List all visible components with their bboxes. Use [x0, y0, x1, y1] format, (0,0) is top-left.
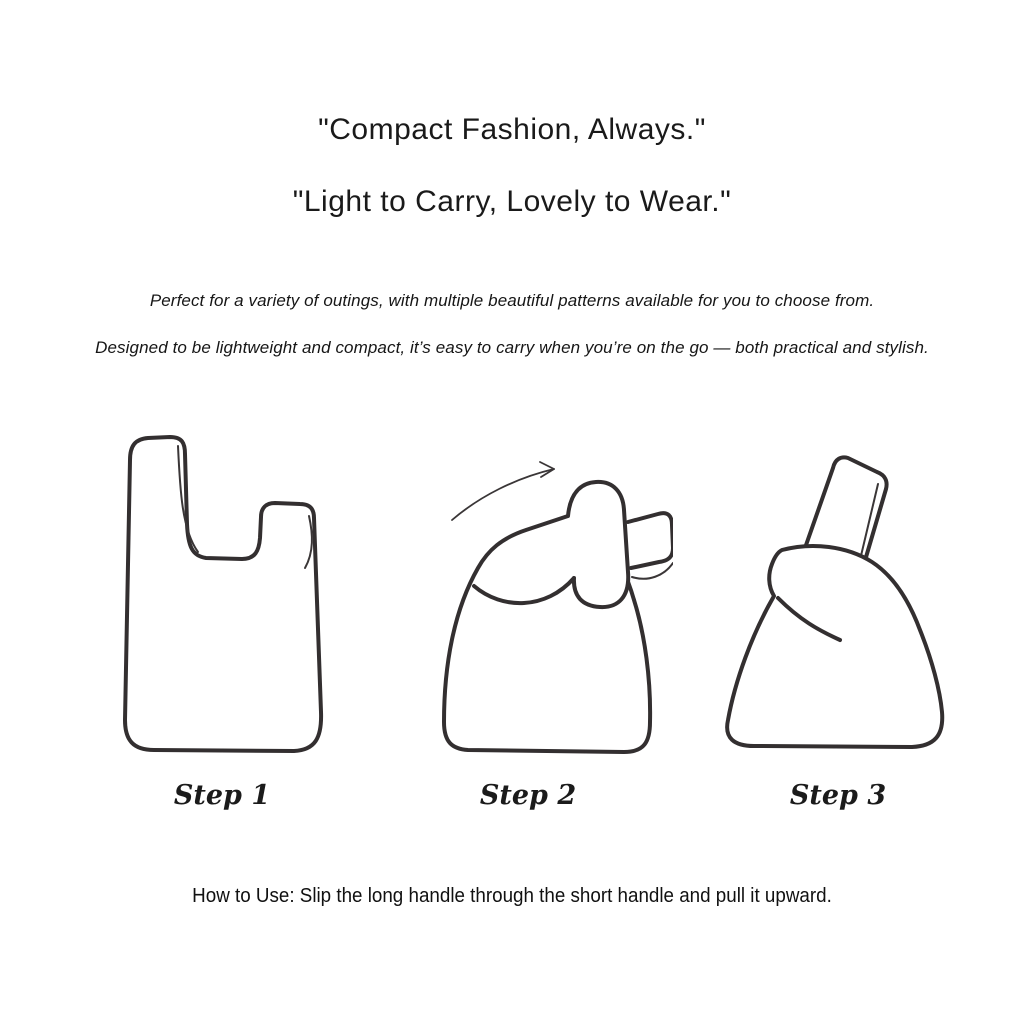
step3-bag-illustration — [712, 448, 962, 773]
knot-bag-knotted-icon — [712, 448, 962, 768]
description-line-1: Perfect for a variety of outings, with multiple beautiful patterns available for you to choose from. — [149, 291, 875, 310]
headline-quote-2: "Light to Carry, Lovely to Wear." — [292, 185, 732, 218]
bag-body-with-knot-outline — [727, 546, 942, 747]
step2-bag-illustration — [428, 450, 673, 765]
step-3-label: Step 3 — [789, 780, 887, 811]
step1-bag-illustration — [116, 428, 328, 765]
step-1-label: Step 1 — [173, 780, 271, 811]
long-handle-hook — [568, 482, 628, 607]
headline-quote-1: "Compact Fashion, Always." — [318, 113, 706, 146]
how-to-use-instruction: How to Use: Slip the long handle through the short handle and pull it upward. — [192, 885, 832, 907]
knot-bag-flat-icon — [116, 428, 328, 760]
description-line-2: Designed to be lightweight and compact, it’s easy to carry when you’re on the go — both practical and stylish. — [95, 338, 929, 357]
fold-direction-arrow-icon — [452, 469, 554, 520]
knot-bag-folding-icon — [428, 450, 673, 760]
short-handle-outline — [628, 513, 673, 568]
arrowhead — [540, 462, 554, 477]
step-2-label: Step 2 — [479, 780, 577, 811]
bag-outline — [125, 437, 321, 751]
